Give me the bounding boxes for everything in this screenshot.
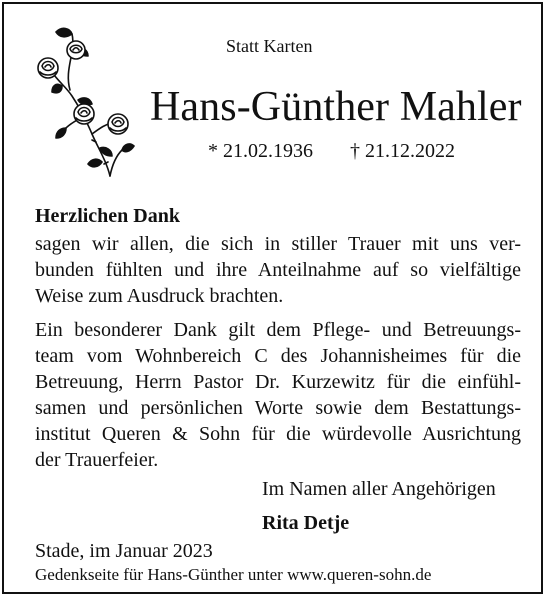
rose-branch-icon <box>26 24 136 184</box>
birth-date: * 21.02.1936 <box>208 140 313 162</box>
signoff-text: Im Namen aller Angehörigen <box>262 478 496 500</box>
memorial-page-note: Gedenkseite für Hans-Günther unter www.queren-sohn.de <box>35 565 432 584</box>
paragraph-line: sagen wir allen, die sich in stiller Trauer mit uns ver- <box>35 233 521 255</box>
paragraph-line: Betreuung, Herrn Pastor Dr. Kurzewitz für die einfühl- <box>35 371 521 393</box>
paragraph-line: samen und persönlichen Worte sowie dem Bestattungs- <box>35 397 521 419</box>
thanks-heading: Herzlichen Dank <box>35 205 180 227</box>
deceased-name: Hans-Günther Mahler <box>150 84 522 130</box>
paragraph-line: der Trauerfeier. <box>35 449 159 471</box>
paragraph-line: Weise zum Ausdruck brachten. <box>35 285 284 307</box>
signer-name: Rita Detje <box>262 512 350 534</box>
special-thanks-paragraph <box>35 317 521 473</box>
thanks-paragraph <box>35 231 521 309</box>
paragraph-line: team vom Wohnbereich C des Johannisheimes für die <box>35 345 521 367</box>
place-and-date: Stade, im Januar 2023 <box>35 540 213 562</box>
paragraph-line: Ein besonderer Dank gilt dem Pflege- und Betreuungs- <box>35 319 521 341</box>
death-date: † 21.12.2022 <box>350 140 455 162</box>
notice-kicker: Statt Karten <box>226 36 313 56</box>
obituary-notice <box>2 2 543 594</box>
paragraph-line: institut Queren & Sohn für die würdevolle Ausrichtung <box>35 423 521 445</box>
paragraph-line: bunden fühlten und ihre Anteilnahme auf so vielfältige <box>35 259 521 281</box>
